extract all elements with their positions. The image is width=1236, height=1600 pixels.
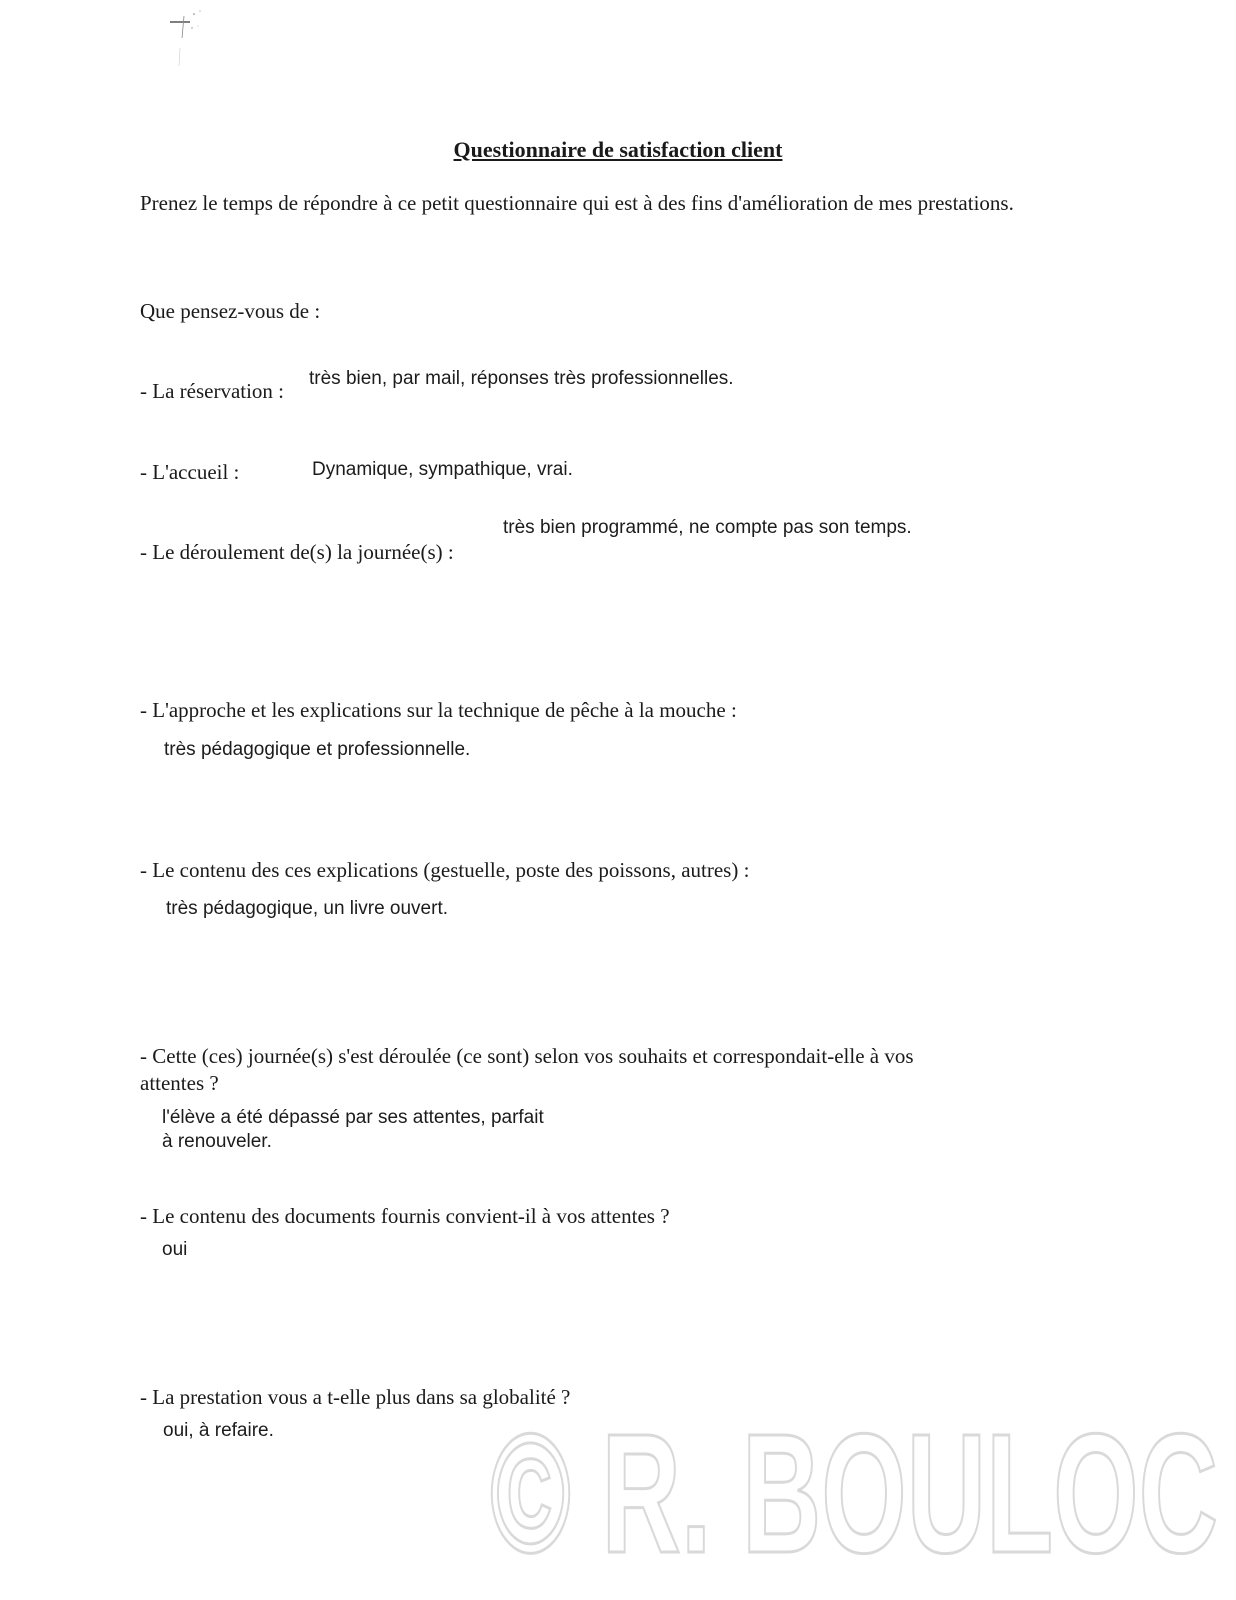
question-globalite: - La prestation vous a t-elle plus dans sa globalité ? — [140, 1385, 571, 1409]
question-deroulement: - Le déroulement de(s) la journée(s) : — [140, 540, 454, 564]
answer-souhaits-line1: l'élève a été dépassé par ses attentes, parfait — [162, 1107, 544, 1128]
question-accueil: - L'accueil : — [140, 460, 240, 484]
answer-approche: très pédagogique et professionnelle. — [164, 739, 471, 760]
question-approche: - L'approche et les explications sur la technique de pêche à la mouche : — [140, 698, 737, 722]
question-documents: - Le contenu des documents fournis convient-il à vos attentes ? — [140, 1204, 670, 1228]
scan-artifact-mark — [168, 8, 218, 68]
copyright-watermark — [488, 1402, 1223, 1568]
answer-documents: oui — [162, 1239, 188, 1260]
intro-paragraph: Prenez le temps de répondre à ce petit questionnaire qui est à des fins d'amélioration de mes prestations. — [140, 191, 1014, 215]
answer-accueil: Dynamique, sympathique, vrai. — [312, 459, 573, 480]
question-souhaits-line2: attentes ? — [140, 1071, 219, 1095]
page-title: Questionnaire de satisfaction client — [453, 137, 783, 162]
question-souhaits-line1: - Cette (ces) journée(s) s'est déroulée (ce sont) selon vos souhaits et correspondait-elle à vos — [140, 1044, 914, 1068]
answer-souhaits-line2: à renouveler. — [162, 1131, 272, 1152]
prompt-text: Que pensez-vous de : — [140, 299, 321, 323]
watermark-text: © R. BOULOC — [490, 1402, 1218, 1568]
question-contenu-explications: - Le contenu des ces explications (gestuelle, poste des poissons, autres) : — [140, 858, 750, 882]
answer-deroulement: très bien programmé, ne compte pas son temps. — [503, 517, 912, 538]
question-reservation: - La réservation : — [140, 379, 285, 403]
answer-reservation: très bien, par mail, réponses très professionnelles. — [309, 368, 734, 389]
answer-contenu-explications: très pédagogique, un livre ouvert. — [166, 898, 449, 919]
answer-globalite: oui, à refaire. — [163, 1420, 274, 1441]
